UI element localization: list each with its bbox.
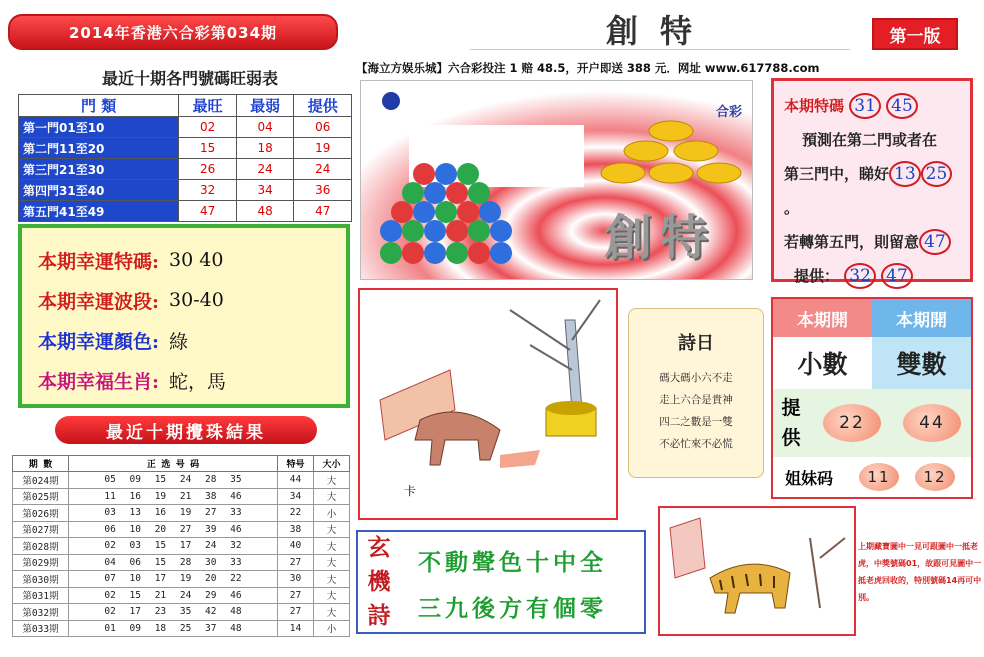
prediction-special-2: 45 — [886, 93, 918, 119]
draw-cell-period: 第028期 — [13, 538, 69, 555]
door-table — [18, 94, 352, 222]
prediction-line-3 — [784, 225, 960, 259]
mystic-line-1 — [418, 544, 607, 577]
door-col-type: 門 類 — [19, 95, 179, 117]
this-issue-offer-1: 22 — [823, 404, 881, 442]
draw-row — [13, 521, 350, 538]
door-cell-label: 第一門01至10 — [19, 117, 179, 138]
draw-cell-size: 大 — [314, 472, 350, 489]
this-issue-head-right: 本期開 — [872, 299, 971, 337]
tiger-illustration — [660, 508, 854, 634]
draw-cell-nums: 02 03 15 17 24 32 — [69, 538, 278, 555]
poem-line: 四二之數是一雙 — [659, 416, 733, 428]
lucky-box — [18, 224, 350, 408]
prediction-line-2-num-2: 25 — [921, 161, 953, 187]
this-issue-right-value: 雙數 — [872, 337, 971, 389]
prediction-label: 本期特碼 — [784, 97, 845, 115]
draw-cell-nums: 06 10 20 27 39 46 — [69, 521, 278, 538]
door-cell-weak: 48 — [236, 201, 294, 222]
this-issue-box — [771, 297, 973, 499]
draw-col-special: 特号 — [278, 456, 314, 472]
draw-cell-nums: 03 13 16 19 27 33 — [69, 505, 278, 522]
draw-cell-special: 27 — [278, 604, 314, 621]
door-row — [19, 138, 352, 159]
prediction-special-row — [784, 89, 960, 123]
door-cell-label: 第五門41至49 — [19, 201, 179, 222]
draw-cell-size: 小 — [314, 620, 350, 637]
draw-cell-size: 小 — [314, 505, 350, 522]
door-cell-weak: 24 — [236, 159, 294, 180]
door-col-weak: 最弱 — [236, 95, 294, 117]
door-table-title: 最近十期各門號碼旺弱表 — [101, 69, 278, 88]
door-cell-offer: 36 — [294, 180, 352, 201]
poem-lines — [639, 367, 753, 455]
draw-cell-special: 34 — [278, 488, 314, 505]
mystic-label — [358, 532, 400, 632]
draw-cell-size: 大 — [314, 521, 350, 538]
ad-banner-text[interactable]: 【海立方娱乐城】六合彩投注 1 赔 48.5，开户即送 388 元．网址 www.617788.com — [356, 61, 820, 75]
mystic-poem-box — [356, 530, 646, 634]
draw-cell-special: 44 — [278, 472, 314, 489]
prediction-line-3-num: 47 — [919, 229, 951, 255]
draw-cell-nums: 07 10 17 19 20 22 — [69, 571, 278, 588]
draw-cell-special: 14 — [278, 620, 314, 637]
this-issue-offer-label: 提供 — [781, 397, 801, 449]
draw-cell-size: 大 — [314, 587, 350, 604]
door-cell-label: 第三門21至30 — [19, 159, 179, 180]
poem-title: 詩日 — [678, 333, 714, 354]
lucky-row — [38, 280, 330, 320]
prediction-line-3-text: 若轉第五門，則留意 — [784, 233, 920, 251]
hero-banner — [360, 80, 753, 280]
dog-tree-illustration — [360, 290, 616, 518]
draw-row — [13, 538, 350, 555]
logo-icon — [382, 92, 400, 110]
draw-cell-nums: 05 09 15 24 28 35 — [69, 472, 278, 489]
hero-title: 創特 — [603, 210, 716, 266]
draw-cell-period: 第029期 — [13, 554, 69, 571]
dog-illustration-panel — [358, 288, 618, 520]
prediction-line-2-num-1: 13 — [889, 161, 921, 187]
draw-cell-period: 第026期 — [13, 505, 69, 522]
door-row — [19, 180, 352, 201]
prediction-line-2-text: 第三門中，睇好 — [784, 165, 890, 183]
this-issue-left-value: 小數 — [773, 337, 872, 389]
door-cell-weak: 04 — [236, 117, 294, 138]
lucky-label: 本期幸運波段: — [38, 290, 160, 313]
door-col-hot: 最旺 — [179, 95, 237, 117]
this-issue-head-left: 本期開 — [773, 299, 872, 337]
draw-row — [13, 472, 350, 489]
draw-row — [13, 604, 350, 621]
main-title: 創特 — [470, 8, 850, 50]
this-issue-offer-2: 44 — [903, 404, 961, 442]
door-cell-weak: 18 — [236, 138, 294, 159]
door-row — [19, 117, 352, 138]
draw-cell-nums: 04 06 15 28 30 33 — [69, 554, 278, 571]
prediction-offer-2: 47 — [881, 263, 913, 289]
draw-cell-period: 第031期 — [13, 587, 69, 604]
draw-col-period: 期 數 — [13, 456, 69, 472]
draw-cell-period: 第025期 — [13, 488, 69, 505]
door-cell-hot: 47 — [179, 201, 237, 222]
draw-cell-period: 第033期 — [13, 620, 69, 637]
tiger-illustration-panel — [658, 506, 856, 636]
draw-row — [13, 571, 350, 588]
door-col-offer: 提供 — [294, 95, 352, 117]
mystic-line-1-text: 不動聲色十中全 — [418, 549, 607, 576]
issue-title: 2014年香港六合彩第034期 — [68, 23, 278, 42]
door-row — [19, 201, 352, 222]
door-cell-hot: 32 — [179, 180, 237, 201]
draw-row — [13, 620, 350, 637]
prediction-box — [771, 78, 973, 286]
prediction-line-1: 預測在第二門或者在 — [802, 131, 938, 149]
draw-cell-special: 30 — [278, 571, 314, 588]
edition-badge: 第一版 — [872, 18, 958, 50]
draw-cell-period: 第027期 — [13, 521, 69, 538]
draw-cell-nums: 02 15 21 24 29 46 — [69, 587, 278, 604]
door-cell-label: 第四門31至40 — [19, 180, 179, 201]
door-cell-offer: 06 — [294, 117, 352, 138]
draw-cell-special: 27 — [278, 554, 314, 571]
draw-row — [13, 505, 350, 522]
prediction-offer-1: 32 — [844, 263, 876, 289]
draw-results-header: 最近十期攪珠結果 — [55, 416, 317, 444]
door-cell-hot: 02 — [179, 117, 237, 138]
draw-cell-special: 40 — [278, 538, 314, 555]
mystic-label-1: 玄 — [367, 534, 391, 561]
poem-line: 走上六合是貴神 — [659, 394, 733, 406]
prediction-line-2 — [784, 157, 960, 225]
door-cell-offer: 24 — [294, 159, 352, 180]
mystic-label-2: 機 — [367, 568, 391, 595]
hero-badge: 合彩 — [715, 105, 742, 120]
mystic-label-3: 詩 — [367, 602, 391, 629]
lucky-value: 蛇，馬 — [169, 370, 227, 393]
lucky-label: 本期幸運特碼: — [38, 250, 160, 273]
lucky-label: 本期幸運顏色: — [38, 330, 160, 353]
draw-row — [13, 587, 350, 604]
door-cell-weak: 34 — [236, 180, 294, 201]
draw-cell-size: 大 — [314, 604, 350, 621]
draw-cell-size: 大 — [314, 488, 350, 505]
lucky-value: 綠 — [169, 330, 189, 353]
draw-cell-nums: 11 16 19 21 38 46 — [69, 488, 278, 505]
draw-row — [13, 554, 350, 571]
draw-col-size: 大小 — [314, 456, 350, 472]
lucky-value: 30 40 — [169, 249, 224, 271]
dog-caption: 卡 — [404, 484, 417, 498]
poem-scroll — [628, 308, 764, 478]
draw-cell-size: 大 — [314, 554, 350, 571]
tiger-hint-text: 上期藏寶圖中一見可跟圖中一抵老虎，中獎號碼01，故跟可見圖中一抵老虎回收的，特別號碼14再可中別。 — [858, 542, 982, 602]
draw-cell-special: 27 — [278, 587, 314, 604]
door-cell-hot: 26 — [179, 159, 237, 180]
poem-line: 不必忙來不必慌 — [659, 438, 733, 450]
draw-cell-size: 大 — [314, 571, 350, 588]
lucky-row — [38, 320, 330, 360]
lucky-row — [38, 360, 330, 400]
draw-row — [13, 488, 350, 505]
draw-results-table — [12, 455, 350, 637]
draw-cell-period: 第030期 — [13, 571, 69, 588]
draw-cell-nums: 01 09 18 25 37 48 — [69, 620, 278, 637]
this-issue-sister-1: 11 — [859, 463, 899, 491]
draw-cell-size: 大 — [314, 538, 350, 555]
draw-cell-nums: 02 17 23 35 42 48 — [69, 604, 278, 621]
door-cell-label: 第二門11至20 — [19, 138, 179, 159]
poem-line: 碼大碼小六不走 — [659, 372, 733, 384]
issue-title-bar — [8, 14, 338, 50]
this-issue-sister-row — [773, 457, 971, 497]
prediction-special-1: 31 — [849, 93, 881, 119]
this-issue-sister-2: 12 — [915, 463, 955, 491]
draw-cell-special: 22 — [278, 505, 314, 522]
prediction-offer-row — [784, 259, 960, 293]
draw-cell-period: 第032期 — [13, 604, 69, 621]
this-issue-sister-label: 姐妹码 — [784, 468, 833, 488]
mystic-line-2-text: 三九後方有個零 — [418, 595, 607, 622]
prediction-offer-label: 提供： — [794, 267, 840, 285]
mystic-line-2 — [418, 590, 607, 623]
draw-col-numbers: 正 选 号 码 — [69, 456, 278, 472]
door-row — [19, 159, 352, 180]
this-issue-offer-row — [773, 389, 971, 457]
door-cell-offer: 19 — [294, 138, 352, 159]
draw-cell-special: 38 — [278, 521, 314, 538]
door-cell-hot: 15 — [179, 138, 237, 159]
lucky-label: 本期幸福生肖: — [38, 370, 160, 393]
lucky-value: 30-40 — [169, 289, 224, 311]
lucky-row — [38, 240, 330, 280]
draw-cell-period: 第024期 — [13, 472, 69, 489]
door-cell-offer: 47 — [294, 201, 352, 222]
prediction-line-2-end: 。 — [784, 199, 800, 217]
